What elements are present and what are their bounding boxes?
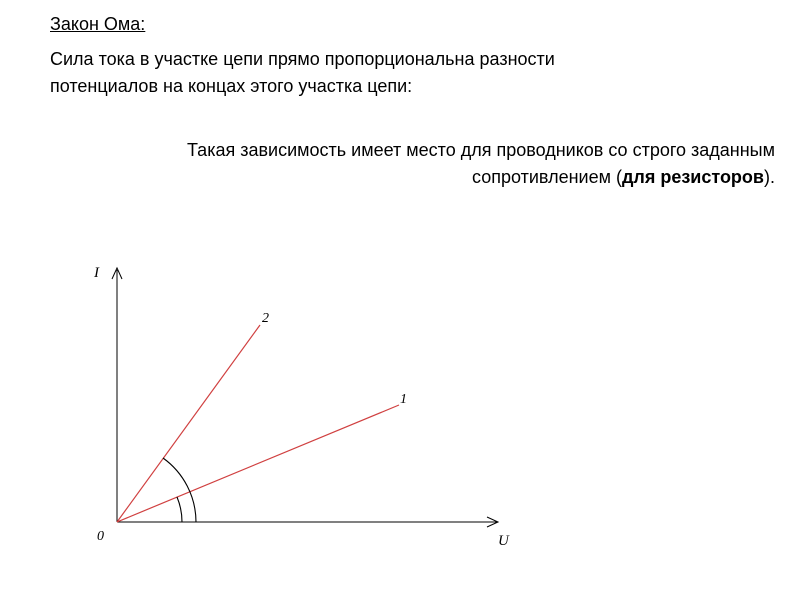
dependence-line-2-start: сопротивлением ( bbox=[472, 167, 622, 187]
x-axis-arrow-icon bbox=[487, 517, 498, 527]
angle-arc-large bbox=[163, 458, 196, 522]
resistor-dependence-note bbox=[40, 137, 775, 191]
dependence-line-1: Такая зависимость имеет место для проводников со строго заданным bbox=[187, 140, 775, 160]
dependence-line-2-end: ). bbox=[764, 167, 775, 187]
x-axis-label: U bbox=[498, 533, 509, 549]
definition-line-2: потенциалов на концах этого участка цепи: bbox=[50, 76, 413, 96]
ohm-law-definition bbox=[50, 46, 690, 100]
y-axis-label: I bbox=[94, 265, 99, 281]
line-2-label: 2 bbox=[262, 311, 269, 326]
graph-line-2 bbox=[117, 325, 260, 522]
angle-arc-small bbox=[177, 497, 182, 522]
slide-title: Закон Ома: bbox=[50, 14, 146, 34]
origin-label: 0 bbox=[97, 529, 104, 544]
y-axis-arrow-icon bbox=[112, 268, 122, 279]
dependence-bold-resistors: для резисторов bbox=[621, 167, 764, 187]
graph-line-1 bbox=[117, 405, 399, 522]
line-1-label: 1 bbox=[400, 392, 407, 407]
definition-line-1: Сила тока в участке цепи прямо пропорциональна разности bbox=[50, 49, 555, 69]
